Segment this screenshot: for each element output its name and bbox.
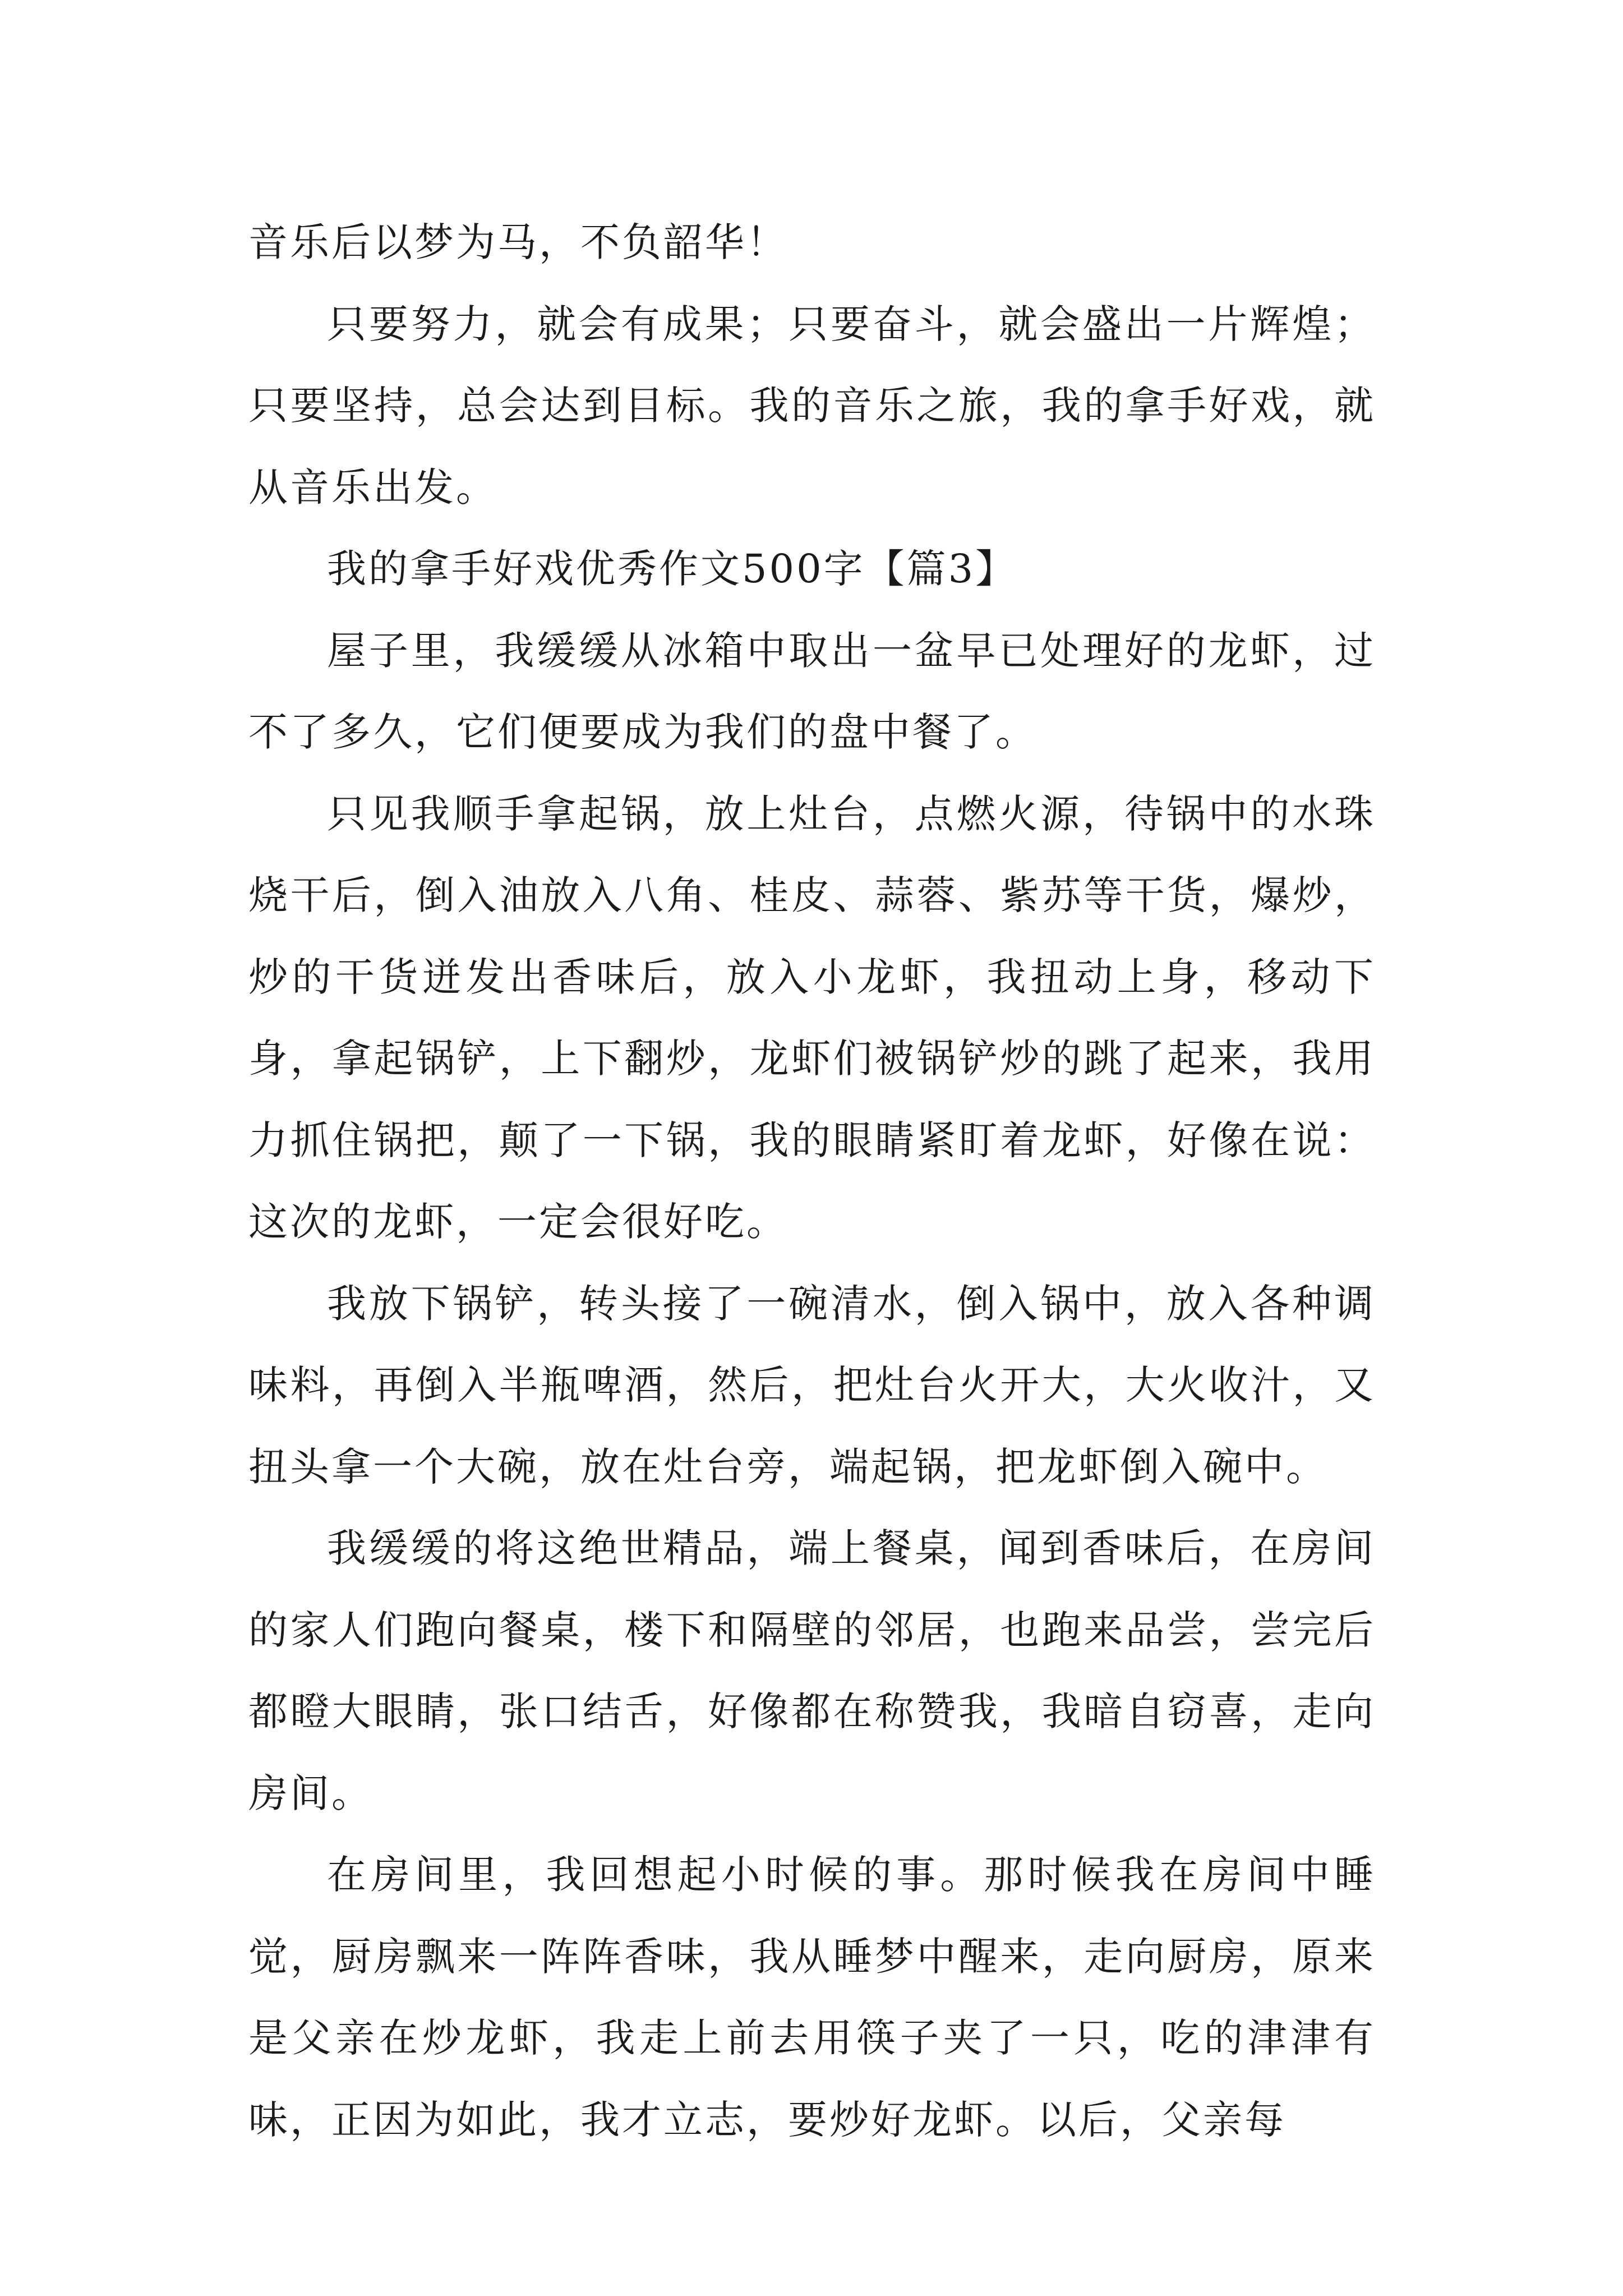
paragraph: 只要努力，就会有成果；只要奋斗，就会盛出一片辉煌；只要坚持，总会达到目标。我的音乐之旅，我的拿手好戏，就从音乐出发。 [248,301,1376,510]
paragraph-continuation: 音乐后以梦为马，不负韶华！ [248,219,788,265]
document-body [248,202,1376,2161]
paragraph: 屋子里，我缓缓从冰箱中取出一盆早已处理好的龙虾，过不了多久，它们便要成为我们的盘中餐了。 [248,627,1376,755]
paragraph: 只见我顺手拿起锅，放上灶台，点燃火源，待锅中的水珠烧干后，倒入油放入八角、桂皮、蒜蓉、紫苏等干货，爆炒，炒的干货迸发出香味后，放入小龙虾，我扭动上身，移动下身，拿起锅铲，上下翻炒，龙虾们被锅铲炒的跳了起来，我用力抓住锅把，颠了一下锅，我的眼睛紧盯着龙虾，好像在说：这次的龙虾，一定会很好吃。 [248,790,1376,1245]
paragraph: 在房间里，我回想起小时候的事。那时候我在房间中睡觉，厨房飘来一阵阵香味，我从睡梦中醒来，走向厨房，原来是父亲在炒龙虾，我走上前去用筷子夹了一只，吃的津津有味，正因为如此，我才立志，要炒好龙虾。以后，父亲每 [248,1852,1376,2143]
paragraph: 我放下锅铲，转头接了一碗清水，倒入锅中，放入各种调味料，再倒入半瓶啤酒，然后，把灶台火开大，大火收汁，又扭头拿一个大碗，放在灶台旁，端起锅，把龙虾倒入碗中。 [248,1280,1376,1490]
paragraph: 我缓缓的将这绝世精品，端上餐桌，闻到香味后，在房间的家人们跑向餐桌，楼下和隔壁的邻居，也跑来品尝，尝完后都瞪大眼睛，张口结舌，好像都在称赞我，我暗自窃喜，走向房间。 [248,1525,1376,1816]
section-heading: 我的拿手好戏优秀作文500字【篇3】 [327,546,1017,592]
